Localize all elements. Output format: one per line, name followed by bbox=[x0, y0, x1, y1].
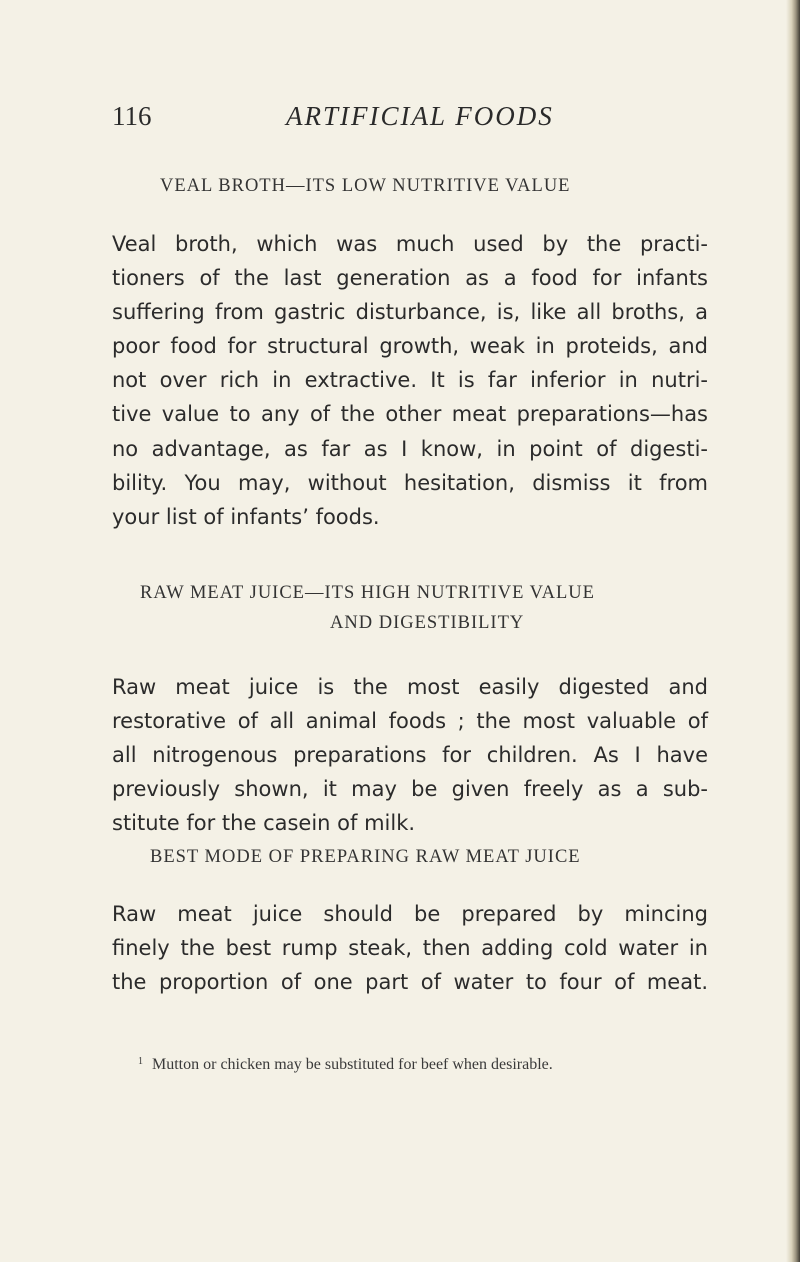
paragraph-line: suffering from gastric disturbance, is, like all broths, a bbox=[112, 300, 708, 325]
paragraph-line: tive value to any of the other meat preparations—has bbox=[112, 402, 708, 427]
section-heading-raw-meat-juice-cont: AND DIGESTIBILITY bbox=[330, 613, 525, 633]
paragraph-line: Raw meat juice is the most easily digested and bbox=[112, 675, 708, 699]
paragraph-line: restorative of all animal foods ; the most valuable of bbox=[112, 709, 708, 734]
paragraph-line: previously shown, it may be given freely as a sub- bbox=[112, 777, 708, 802]
paragraph-raw-meat-juice bbox=[112, 670, 708, 840]
paragraph-line: poor food for structural growth, weak in proteids, and bbox=[112, 334, 708, 359]
paragraph-line: the proportion of one part of water to four of meat. bbox=[112, 970, 708, 995]
page-number: 116 bbox=[112, 101, 152, 131]
paragraph-line: all nitrogenous preparations for children. As I have bbox=[112, 743, 708, 768]
section-heading-best-mode: BEST MODE OF PREPARING RAW MEAT JUICE bbox=[150, 847, 581, 867]
paragraph-line: finely the best rump steak, then adding cold water in bbox=[112, 936, 708, 961]
page-header bbox=[112, 101, 752, 137]
paragraph-best-mode bbox=[112, 897, 708, 999]
paragraph-line: tioners of the last generation as a food for infants bbox=[112, 266, 708, 291]
section-heading-raw-meat-juice: RAW MEAT JUICE—ITS HIGH NUTRITIVE VALUE bbox=[140, 583, 595, 603]
paragraph-line: Veal broth, which was much used by the practi- bbox=[112, 232, 708, 256]
running-head: ARTIFICIAL FOODS bbox=[286, 101, 554, 131]
footnote bbox=[138, 1056, 553, 1074]
paragraph-line: Raw meat juice should be prepared by mincing bbox=[112, 902, 708, 926]
paragraph-veal-broth bbox=[112, 227, 708, 534]
section-heading-veal-broth: VEAL BROTH—ITS LOW NUTRITIVE VALUE bbox=[160, 176, 571, 196]
paragraph-line: bility. You may, without hesitation, dismiss it from bbox=[112, 470, 708, 495]
paragraph-line: no advantage, as far as I know, in point of digesti- bbox=[112, 436, 708, 461]
page-edge-shadow bbox=[786, 0, 800, 1262]
paragraph-line: stitute for the casein of milk. bbox=[112, 811, 416, 836]
paragraph-line: your list of infants’ foods. bbox=[112, 504, 380, 529]
paragraph-line: not over rich in extractive. It is far inferior in nutri- bbox=[112, 368, 708, 393]
footnote-marker: 1 bbox=[138, 1056, 143, 1067]
footnote-text: Mutton or chicken may be substituted for beef when desirable. bbox=[152, 1056, 553, 1073]
